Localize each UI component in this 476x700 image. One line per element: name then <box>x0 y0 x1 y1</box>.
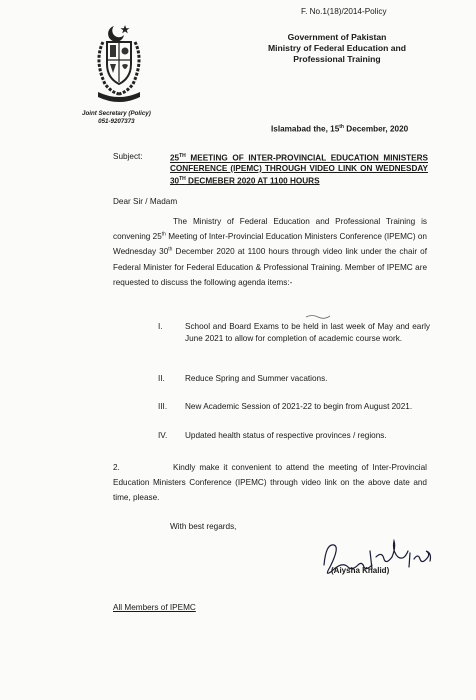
subject-body: MEETING OF INTER-PROVINCIAL EDUCATION MINISTERS CONFERENCE (IPEMC) THROUGH VIDEO LINK ON WEDNESDAY 30 <box>170 153 428 186</box>
state-emblem-icon <box>88 22 150 102</box>
agenda-number: II. <box>158 374 165 383</box>
agenda-item <box>158 430 428 442</box>
pen-mark-icon <box>304 312 334 320</box>
agenda-item <box>158 321 428 357</box>
gov-line-2: Ministry of Federal Education and <box>268 43 406 53</box>
date-pre: Islamabad the, 15 <box>271 124 340 134</box>
agenda-text: School and Board Exams to be held in last week of May and early June 2021 to allow for completion of academic course work. <box>185 322 430 343</box>
agenda-text: Reduce Spring and Summer vacations. <box>185 374 328 383</box>
agenda-text: New Academic Session of 2021-22 to begin from August 2021. <box>185 402 413 411</box>
subject-sup-1: TH <box>179 153 186 159</box>
place-date <box>271 124 408 134</box>
p1-part-b: Meeting of Inter-Provincial Education Ministers Conference (IPEMC) on Wednesday 30 <box>113 232 427 257</box>
closing-regards: With best regards, <box>170 522 237 531</box>
agenda-text: Updated health status of respective provinces / regions. <box>185 431 387 440</box>
paragraph-2 <box>113 460 427 506</box>
agenda-item <box>158 401 428 425</box>
p1-part-c: December 2020 at 1100 hours through video link under the chair of Federal Minister for Federal Education & Professional Training. Member of IPEMC are requested to discuss the following agenda items:- <box>113 247 427 287</box>
p1-part-a: The Ministry of Federal Education and Professional Training is convening 25 <box>113 217 427 242</box>
joint-secretary-block <box>82 110 151 126</box>
p1-sup-2: th <box>168 246 173 253</box>
salutation: Dear Sir / Madam <box>113 197 178 206</box>
file-number: F. No.1(18)/2014-Policy <box>301 7 387 16</box>
recipients: All Members of IPEMC <box>113 603 196 612</box>
gov-line-1: Government of Pakistan <box>287 32 387 42</box>
subject-tail: DECMEBER 2020 AT 1100 HOURS <box>185 176 320 186</box>
agenda-number: III. <box>158 402 168 411</box>
date-post: December, 2020 <box>344 124 409 134</box>
gov-line-3: Professional Training <box>293 54 381 64</box>
agenda-item <box>158 373 428 385</box>
paragraph-1 <box>113 214 427 290</box>
subject-num: 25 <box>170 153 180 163</box>
p2-text: Kindly make it convenient to attend the meeting of Inter-Provincial Education Ministers Conference (IPEMC) through video link on the above date and time, please. <box>113 463 427 503</box>
agenda-number: I. <box>158 322 163 331</box>
p1-sup-1: th <box>161 231 166 238</box>
date-sup: th <box>339 124 344 130</box>
signatory-name: (Aiysha Khalid) <box>331 566 390 575</box>
subject-text <box>170 151 428 186</box>
agenda-number: IV. <box>158 431 168 440</box>
office-phone: 051-9207373 <box>98 118 135 125</box>
paragraph-number: 2. <box>113 463 120 472</box>
subject-label: Subject: <box>113 152 143 161</box>
government-heading <box>242 32 432 65</box>
office-title: Joint Secretary (Policy) <box>82 110 151 117</box>
subject-sup-2: TH <box>179 175 186 182</box>
